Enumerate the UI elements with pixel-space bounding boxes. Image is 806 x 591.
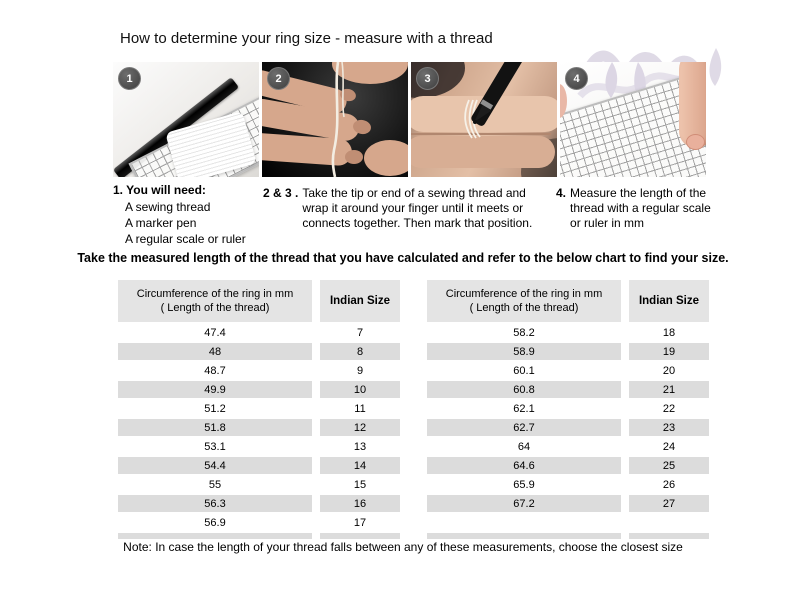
indian-size-value: 21 bbox=[629, 381, 709, 398]
circumference-header bbox=[118, 280, 312, 322]
circumference-value: 64 bbox=[427, 438, 621, 455]
circumference-value: 62.1 bbox=[427, 400, 621, 417]
chart-instruction-line: Take the measured length of the thread that you have calculated and refer to the below chart to find your size. bbox=[77, 251, 729, 265]
table-row bbox=[118, 476, 400, 493]
indian-size-value: 17 bbox=[320, 514, 400, 531]
table-row bbox=[427, 343, 709, 360]
indian-size-value: 23 bbox=[629, 419, 709, 436]
empty-row bbox=[427, 514, 709, 531]
indian-size-value: 19 bbox=[629, 343, 709, 360]
circumference-value: 54.4 bbox=[118, 457, 312, 474]
indian-size-value: 15 bbox=[320, 476, 400, 493]
circumference-header bbox=[427, 280, 621, 322]
circumference-value: 64.6 bbox=[427, 457, 621, 474]
indian-size-value: 8 bbox=[320, 343, 400, 360]
table-body bbox=[427, 324, 709, 512]
step-photo-measure bbox=[560, 62, 706, 177]
indian-size-value: 13 bbox=[320, 438, 400, 455]
table-row bbox=[427, 438, 709, 455]
indian-size-value: 22 bbox=[629, 400, 709, 417]
table-row bbox=[427, 457, 709, 474]
page-title: How to determine your ring size - measure with a thread bbox=[120, 30, 493, 47]
circumference-value: 60.8 bbox=[427, 381, 621, 398]
circumference-value: 58.9 bbox=[427, 343, 621, 360]
circumference-value: 62.7 bbox=[427, 419, 621, 436]
indian-size-value: 18 bbox=[629, 324, 709, 341]
size-table-left bbox=[118, 280, 400, 539]
table-body bbox=[118, 324, 400, 531]
table-row bbox=[118, 438, 400, 455]
circumference-value: 56.9 bbox=[118, 514, 312, 531]
circumference-header-line2: ( Length of the thread) bbox=[469, 302, 579, 314]
table-bottom-strip bbox=[118, 533, 400, 539]
table-row bbox=[118, 514, 400, 531]
step-4-label: 4. bbox=[556, 186, 567, 200]
table-row bbox=[427, 495, 709, 512]
fingernail-graphic bbox=[686, 134, 705, 150]
circumference-value: 56.3 bbox=[118, 495, 312, 512]
step-photo-strip bbox=[113, 62, 706, 177]
indian-size-value: 24 bbox=[629, 438, 709, 455]
table-row bbox=[427, 476, 709, 493]
table-bottom-strip bbox=[427, 533, 709, 539]
circumference-header-line2: ( Length of the thread) bbox=[160, 302, 270, 314]
circumference-value: 60.1 bbox=[427, 362, 621, 379]
step-1-badge: 1 bbox=[118, 67, 141, 90]
circumference-value: 53.1 bbox=[118, 438, 312, 455]
circumference-header-line1: Circumference of the ring in mm bbox=[445, 288, 603, 300]
circumference-value: 51.2 bbox=[118, 400, 312, 417]
indian-size-value: 12 bbox=[320, 419, 400, 436]
circumference-value: 55 bbox=[118, 476, 312, 493]
indian-size-value: 14 bbox=[320, 457, 400, 474]
indian-size-value: 10 bbox=[320, 381, 400, 398]
indian-size-header: Indian Size bbox=[320, 280, 400, 322]
table-row bbox=[118, 362, 400, 379]
circumference-value: 67.2 bbox=[427, 495, 621, 512]
table-header bbox=[427, 280, 709, 322]
step-photo-supplies bbox=[113, 62, 259, 177]
circumference-value: 58.2 bbox=[427, 324, 621, 341]
circumference-value: 48.7 bbox=[118, 362, 312, 379]
step-4-text bbox=[556, 186, 726, 231]
table-row bbox=[118, 400, 400, 417]
step-4-badge: 4 bbox=[565, 67, 588, 90]
circumference-value: 47.4 bbox=[118, 324, 312, 341]
indian-size-header: Indian Size bbox=[629, 280, 709, 322]
table-row bbox=[427, 362, 709, 379]
table-row bbox=[427, 324, 709, 341]
step-1-item: A regular scale or ruler bbox=[125, 232, 246, 246]
circumference-value: 65.9 bbox=[427, 476, 621, 493]
step-1-text bbox=[113, 183, 263, 247]
size-table-right bbox=[427, 280, 709, 539]
step-1-item: A marker pen bbox=[125, 216, 197, 230]
table-row bbox=[118, 495, 400, 512]
step-photo-mark-position bbox=[411, 62, 557, 177]
indian-size-value: 25 bbox=[629, 457, 709, 474]
step-2-3-label: 2 & 3 . bbox=[263, 186, 299, 200]
step-3-badge: 3 bbox=[416, 67, 439, 90]
table-row bbox=[118, 381, 400, 398]
step-2-3-text bbox=[263, 186, 555, 231]
table-row bbox=[427, 381, 709, 398]
step-1-item: A sewing thread bbox=[125, 200, 211, 214]
table-header bbox=[118, 280, 400, 322]
table-row bbox=[118, 324, 400, 341]
table-row bbox=[427, 419, 709, 436]
bottom-note: Note: In case the length of your thread falls between any of these measurements, choose the closest size bbox=[123, 540, 683, 554]
circumference-value: 51.8 bbox=[118, 419, 312, 436]
circumference-header-line1: Circumference of the ring in mm bbox=[136, 288, 294, 300]
step-photo-wrap-thread bbox=[262, 62, 408, 177]
indian-size-value: 9 bbox=[320, 362, 400, 379]
step-2-3-description: Take the tip or end of a sewing thread and wrap it around your finger until it meets or connects together. Then mark that position. bbox=[302, 186, 533, 230]
circumference-value: 48 bbox=[118, 343, 312, 360]
indian-size-value: 26 bbox=[629, 476, 709, 493]
circumference-value: 49.9 bbox=[118, 381, 312, 398]
indian-size-value: 20 bbox=[629, 362, 709, 379]
indian-size-value: 7 bbox=[320, 324, 400, 341]
indian-size-value: 27 bbox=[629, 495, 709, 512]
step-4-description: Measure the length of the thread with a regular scale or ruler in mm bbox=[570, 186, 711, 230]
step-1-heading: 1. You will need: bbox=[113, 183, 206, 197]
step-2-badge: 2 bbox=[267, 67, 290, 90]
table-row bbox=[118, 419, 400, 436]
table-row bbox=[118, 457, 400, 474]
table-row bbox=[118, 343, 400, 360]
table-row bbox=[427, 400, 709, 417]
indian-size-value: 11 bbox=[320, 400, 400, 417]
indian-size-value: 16 bbox=[320, 495, 400, 512]
